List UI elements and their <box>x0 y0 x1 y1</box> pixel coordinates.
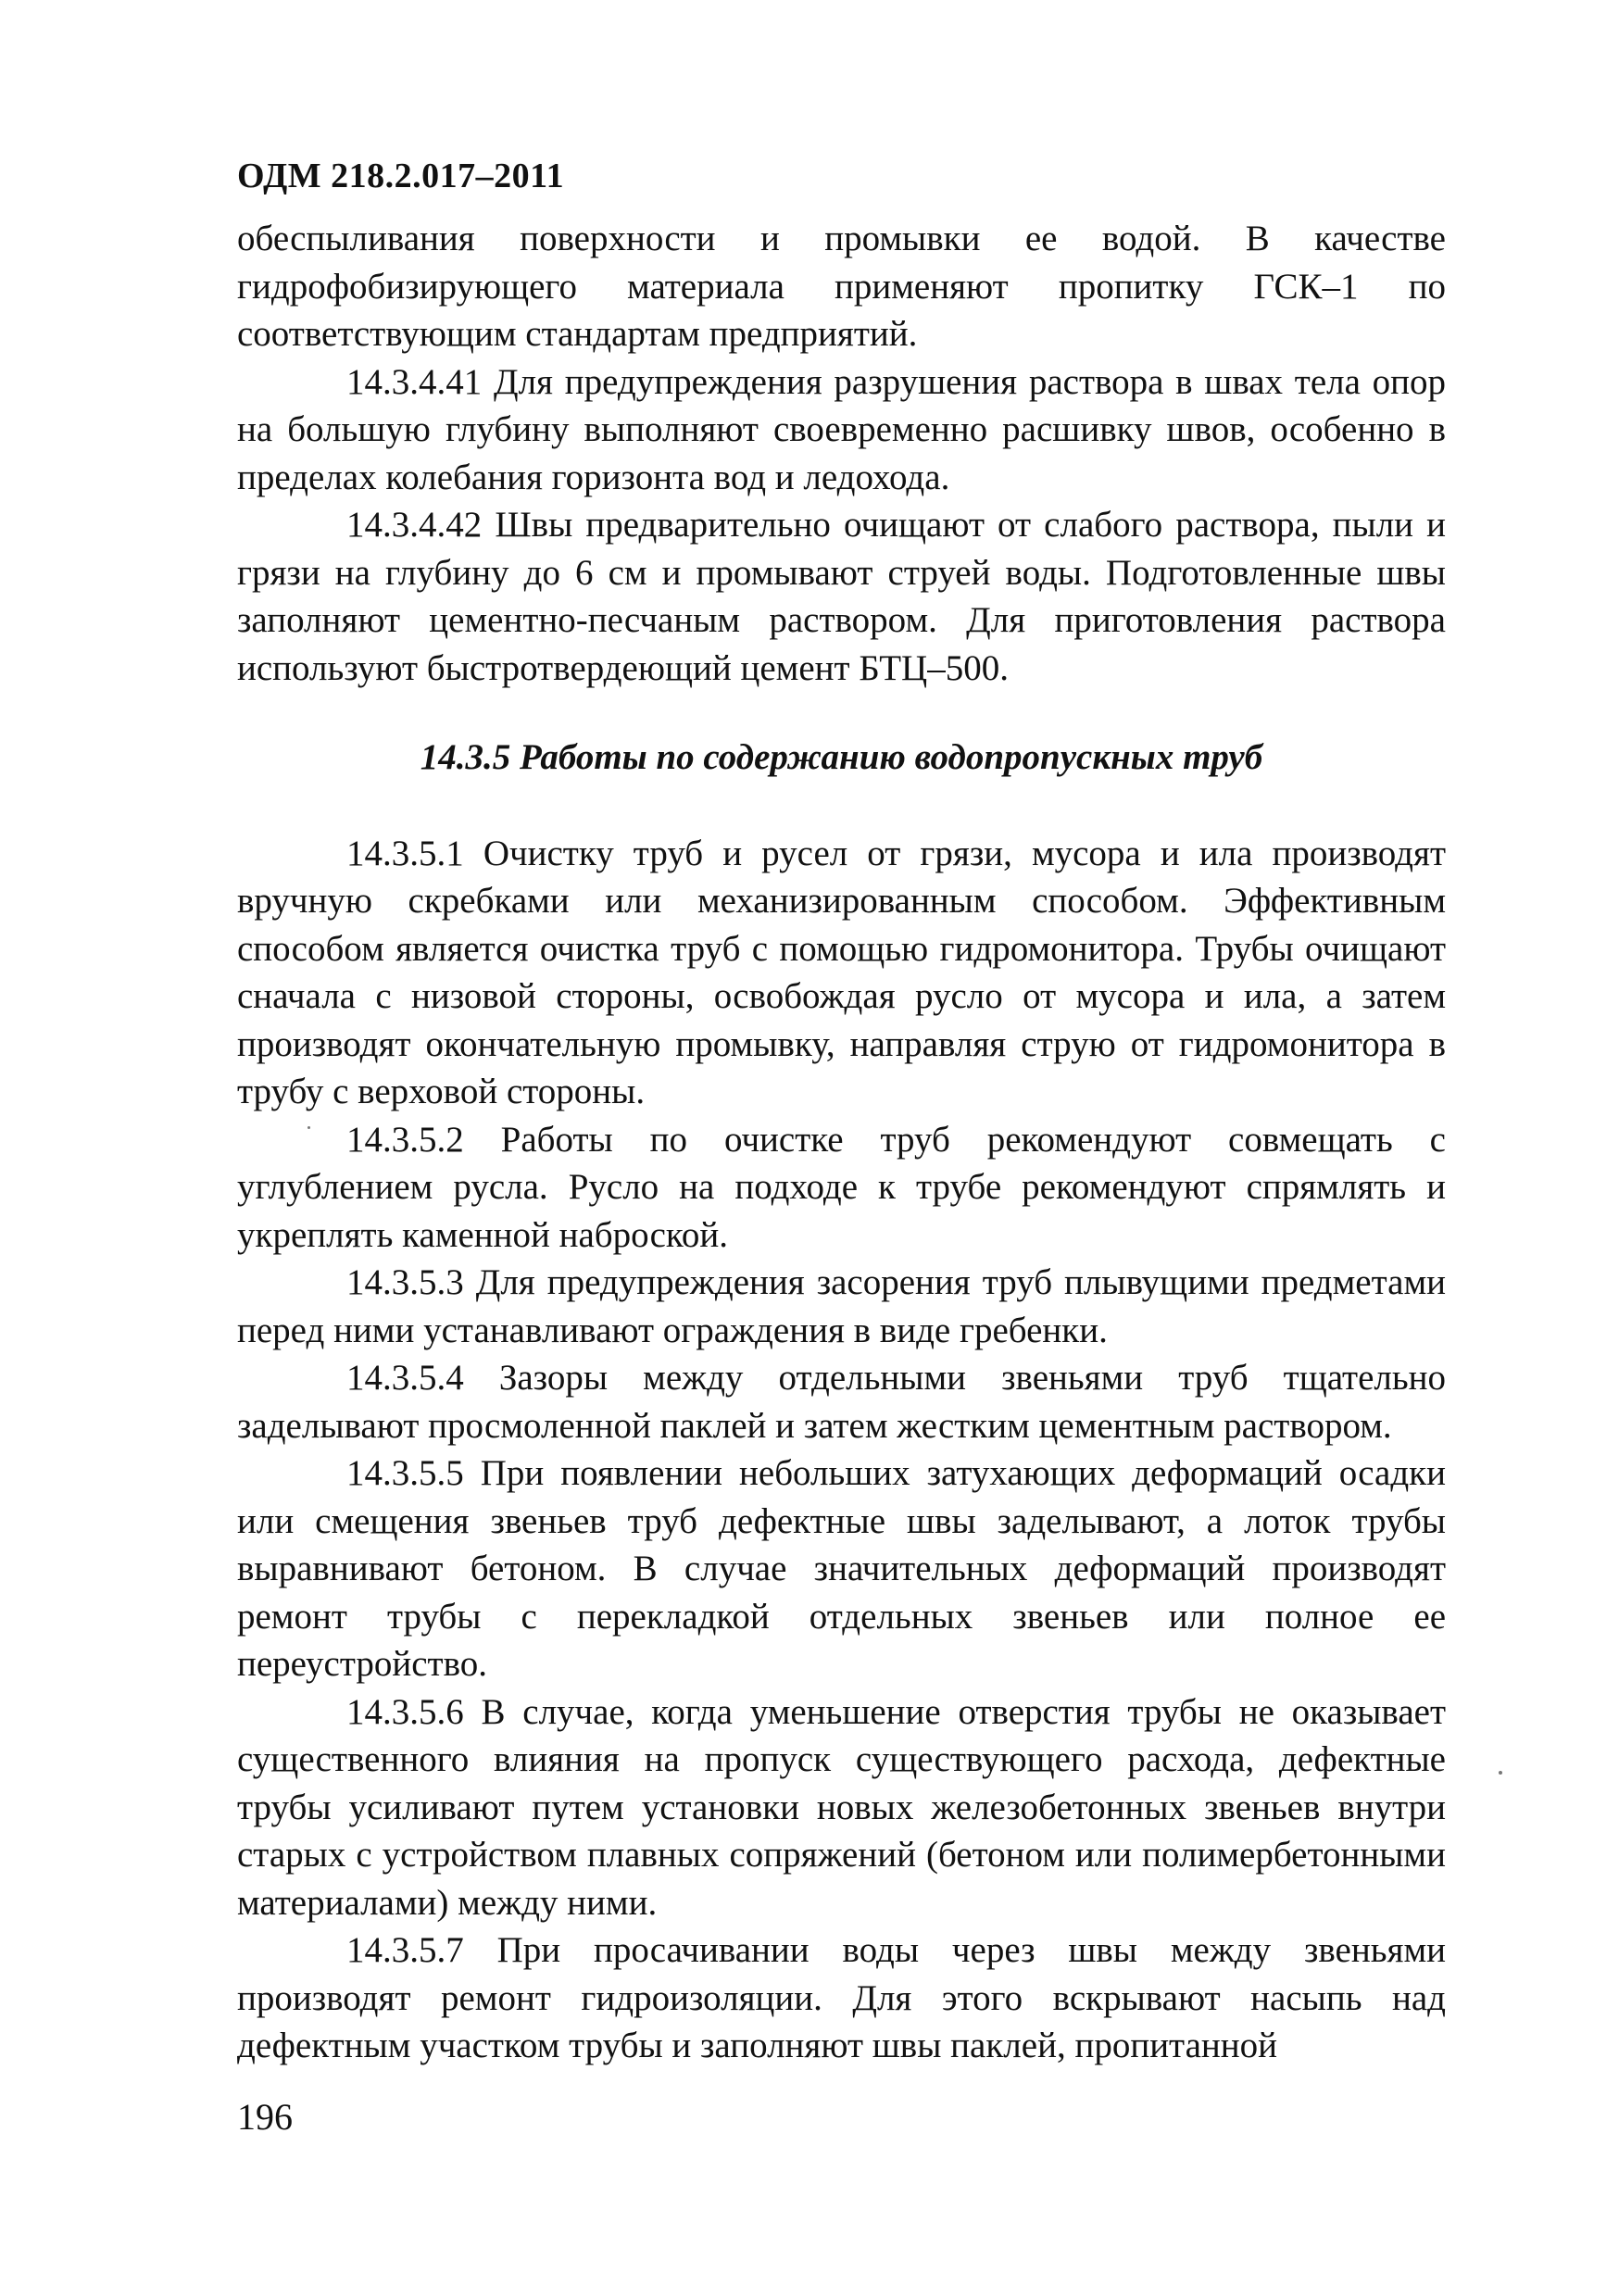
section-heading: 14.3.5 Работы по содержанию водопропускных труб <box>420 737 1263 777</box>
scan-speck <box>307 1126 310 1129</box>
paragraph-14-3-5-4: 14.3.5.4 Зазоры между отдельными звеньями труб тщательно заделывают просмоленной паклей и затем жестким цементным раствором. <box>237 1358 1446 1446</box>
paragraph-14-3-5-3: 14.3.5.3 Для предупреждения засорения труб плывущими предметами перед ними устанавливают ограждения в виде гребенки. <box>237 1262 1446 1350</box>
paragraph-14-3-5-6: 14.3.5.6 В случае, когда уменьшение отверстия трубы не оказывает существенного влияния на пропуск существующего расхода, дефектные трубы усиливают путем установки новых железобетонных звеньев внутри старых с устройством плавных сопряжений (бетоном или полимербетонными материалами) между ними. <box>237 1691 1446 1923</box>
paragraph-14-3-4-41: 14.3.4.41 Для предупреждения разрушения раствора в швах тела опор на большую глубину выполняют своевременно расшивку швов, особенно в пределах колебания горизонта вод и ледохода. <box>237 361 1446 497</box>
document-code-header: ОДМ 218.2.017–2011 <box>237 157 565 195</box>
body-text <box>237 215 1446 2070</box>
page-number: 196 <box>237 2096 293 2138</box>
paragraph-continuation: обеспыливания поверхности и промывки ее водой. В качестве гидрофобизирующего материала применяют пропитку ГСК–1 по соответствующим стандартам предприятий. <box>237 219 1446 354</box>
paragraph-14-3-5-7: 14.3.5.7 При просачивании воды через швы между звеньями производят ремонт гидроизоляции. Для этого вскрывают насыпь над дефектным участком трубы и заполняют швы паклей, пропитанной <box>237 1930 1446 2065</box>
paragraph-14-3-5-1: 14.3.5.1 Очистку труб и русел от грязи, мусора и ила производят вручную скребками или механизированным способом. Эффективным способом является очистка труб с помощью гидромонитора. Трубы очищают сначала с низовой стороны, освобождая русло от мусора и ила, а затем производят окончательную промывку, направляя струю от гидромонитора в трубу с верховой стороны. <box>237 833 1446 1111</box>
paragraph-14-3-4-42: 14.3.4.42 Швы предварительно очищают от слабого раствора, пыли и грязи на глубину до 6 см и промывают струей воды. Подготовленные швы заполняют цементно-песчаным раствором. Для приготовления раствора используют быстротвердеющий цемент БТЦ–500. <box>237 505 1446 688</box>
scan-speck <box>1499 1771 1502 1775</box>
paragraph-14-3-5-2: 14.3.5.2 Работы по очистке труб рекомендуют совмещать с углублением русла. Русло на подходе к трубе рекомендуют спрямлять и укреплять каменной наброской. <box>237 1119 1446 1255</box>
paragraph-14-3-5-5: 14.3.5.5 При появлении небольших затухающих деформаций осадки или смещения звеньев труб дефектные швы заделывают, а лоток трубы выравнивают бетоном. В случае значительных деформаций производят ремонт трубы с перекладкой отдельных звеньев или полное ее переустройство. <box>237 1453 1446 1684</box>
